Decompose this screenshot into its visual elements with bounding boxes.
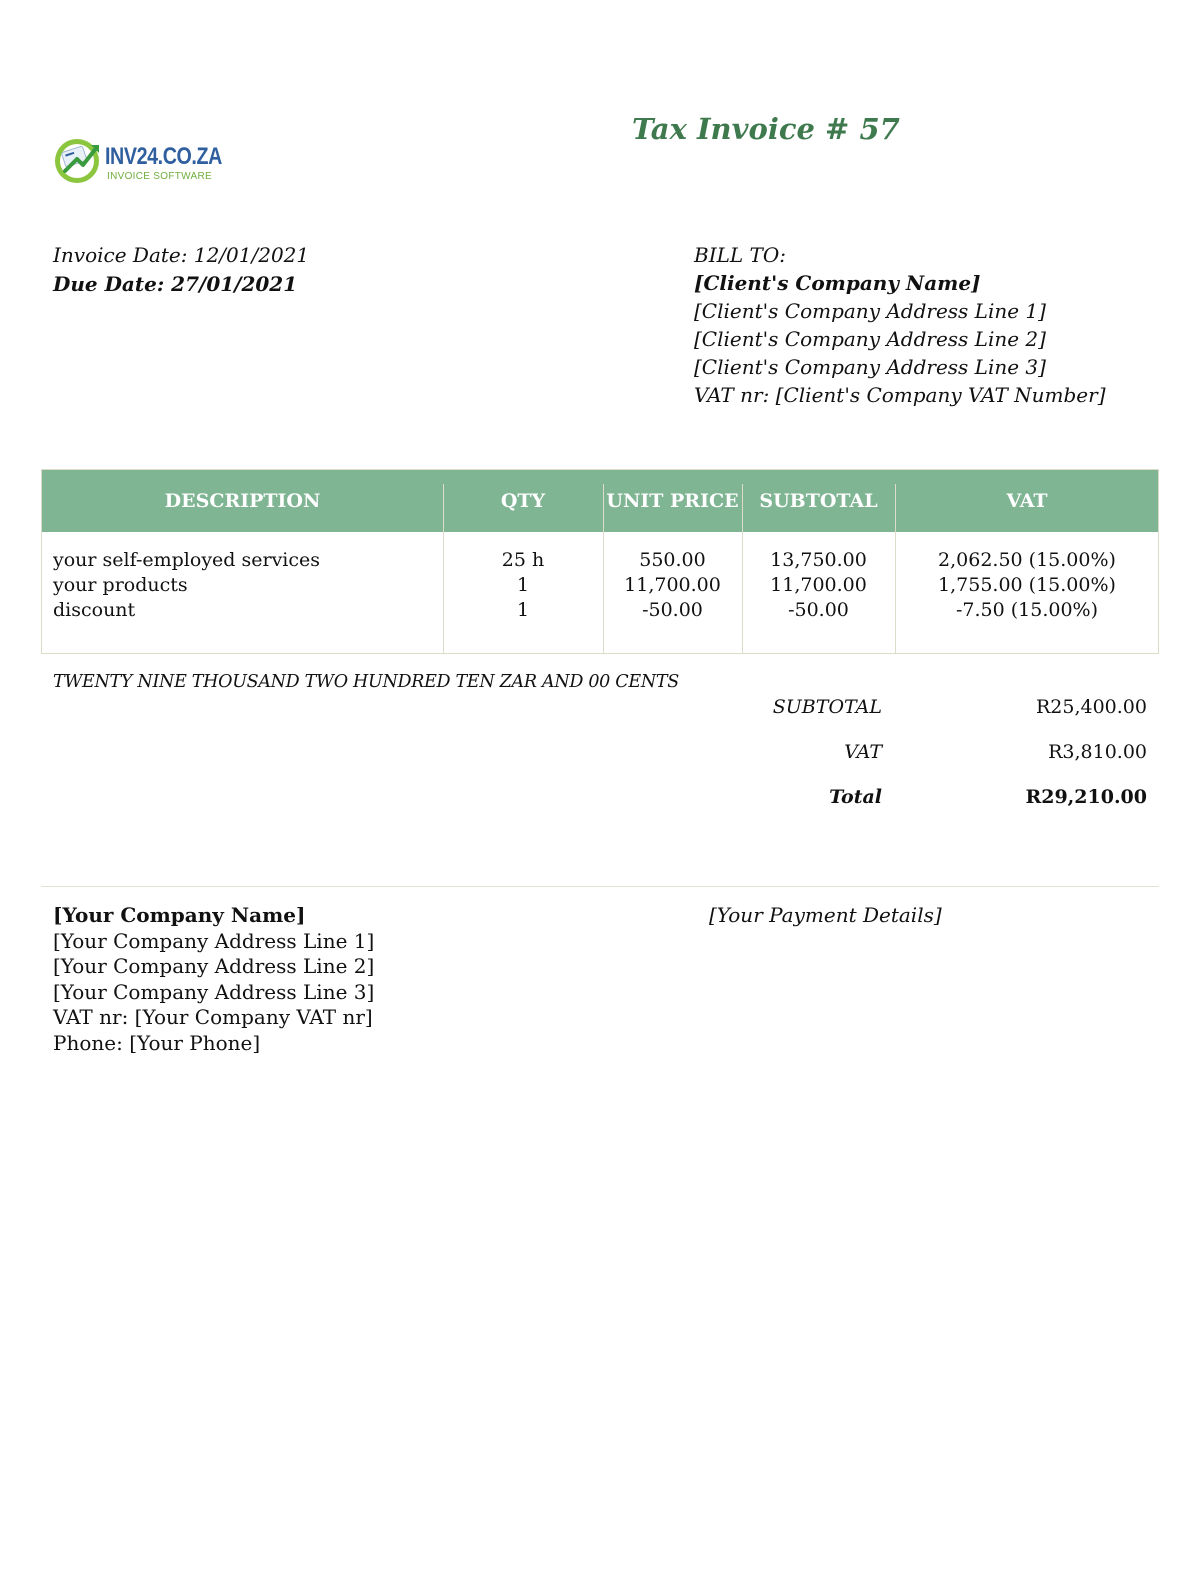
table-row — [42, 599, 1158, 624]
item-subtotal: 13,750.00 — [770, 549, 867, 571]
vat-label: VAT — [844, 741, 882, 763]
item-unit-price: 550.00 — [639, 549, 706, 571]
invoice-date: Invoice Date: 12/01/2021 — [53, 243, 310, 267]
logo-tagline: INVOICE SOFTWARE — [107, 171, 212, 182]
total-label: Total — [829, 786, 882, 808]
logo-icon — [53, 135, 105, 185]
item-vat: 1,755.00 (15.00%) — [938, 574, 1116, 596]
amount-in-words: TWENTY NINE THOUSAND TWO HUNDRED TEN ZAR AND 00 CENTS — [53, 672, 679, 692]
table-row — [42, 549, 1158, 574]
item-vat: 2,062.50 (15.00%) — [938, 549, 1116, 571]
item-subtotal: 11,700.00 — [770, 574, 867, 596]
item-description: your self-employed services — [53, 549, 321, 571]
client-company-name: [Client's Company Name] — [694, 271, 981, 295]
table-header — [42, 470, 1158, 532]
logo-wordmark: INV24.CO.ZA — [105, 143, 222, 170]
item-description: your products — [53, 574, 188, 596]
total-value: R29,210.00 — [1025, 786, 1147, 808]
column-header-subtotal: SUBTOTAL — [759, 490, 878, 512]
subtotal-label: SUBTOTAL — [772, 696, 882, 718]
table-row — [42, 574, 1158, 599]
company-logo — [53, 135, 253, 187]
your-address-line-3: [Your Company Address Line 3] — [53, 980, 375, 1004]
line-items-table — [41, 469, 1159, 654]
column-header-unit-price: UNIT PRICE — [606, 490, 739, 512]
item-unit-price: 11,700.00 — [624, 574, 721, 596]
item-subtotal: -50.00 — [788, 599, 849, 621]
client-address-line-1: [Client's Company Address Line 1] — [694, 299, 1046, 323]
vat-value: R3,810.00 — [1048, 741, 1147, 763]
invoice-title: Tax Invoice # 57 — [632, 112, 900, 146]
due-date: Due Date: 27/01/2021 — [53, 272, 298, 296]
item-description: discount — [53, 599, 136, 621]
item-qty: 1 — [516, 574, 530, 596]
your-vat-number: VAT nr: [Your Company VAT nr] — [53, 1005, 373, 1029]
client-address-line-3: [Client's Company Address Line 3] — [694, 355, 1046, 379]
subtotal-value: R25,400.00 — [1035, 696, 1147, 718]
client-vat-number: VAT nr: [Client's Company VAT Number] — [694, 383, 1106, 407]
item-qty: 25 h — [501, 549, 545, 571]
column-header-qty: QTY — [500, 490, 546, 512]
footer-divider — [41, 886, 1159, 887]
client-address-line-2: [Client's Company Address Line 2] — [694, 327, 1046, 351]
column-header-vat: VAT — [1006, 490, 1048, 512]
column-header-description: DESCRIPTION — [164, 490, 321, 512]
item-qty: 1 — [516, 599, 530, 621]
bill-to-heading: BILL TO: — [694, 243, 786, 267]
payment-details: [Your Payment Details] — [709, 903, 942, 927]
item-vat: -7.50 (15.00%) — [955, 599, 1099, 621]
your-phone: Phone: [Your Phone] — [53, 1031, 261, 1055]
your-address-line-1: [Your Company Address Line 1] — [53, 929, 375, 953]
your-company-name: [Your Company Name] — [53, 903, 306, 927]
your-address-line-2: [Your Company Address Line 2] — [53, 954, 375, 978]
item-unit-price: -50.00 — [642, 599, 703, 621]
